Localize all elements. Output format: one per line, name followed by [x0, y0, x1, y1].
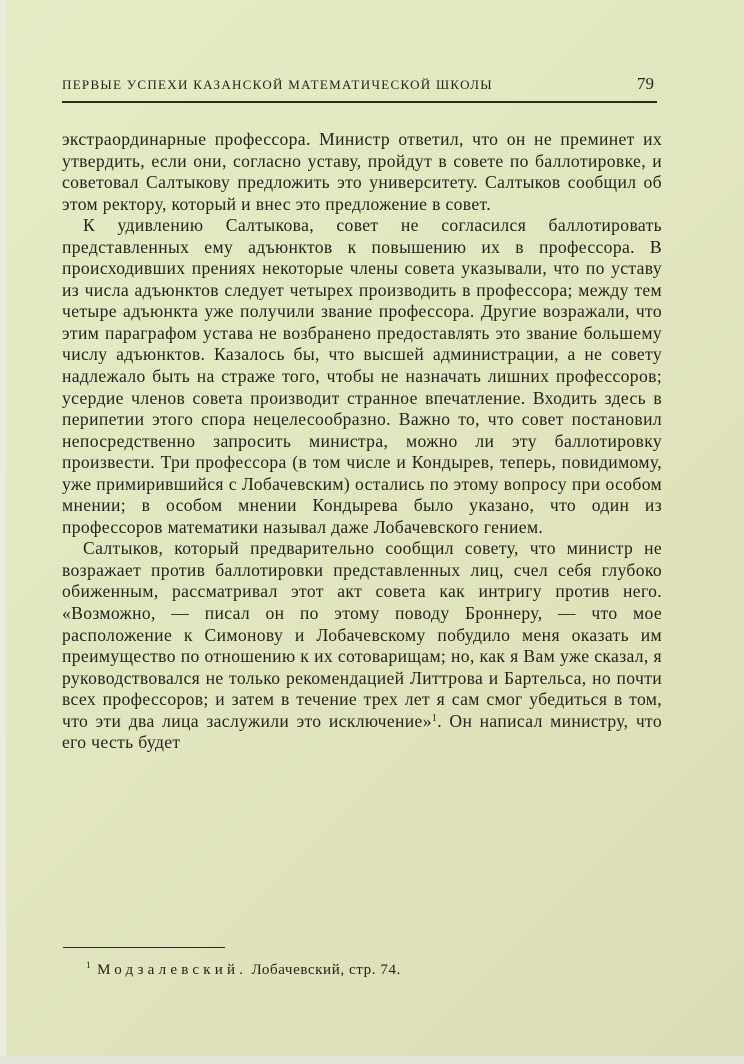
running-head: [62, 74, 662, 94]
footnote: [86, 960, 401, 979]
paragraph-3-text: Салтыков, который предварительно сообщил совету, что министр не возражает против баллотировки представленных лиц, счел себя глубоко обиженным, рассматривал этот акт совета как интригу против него. «Возможно, — писал он по этому поводу Броннеру, — что мое расположение к Симонову и Лобачевскому побудило меня оказать им преимущество по отношению к их сотоварищам; но, как я Вам уже сказал, я руководствовался не только рекомендацией Литтрова и Бартельса, но почти всех профессоров; и затем в течение трех лет я сам смог убедиться в том, что эти два лица заслужили это исключение»: [62, 538, 662, 731]
footnote-source: Лобачевский, стр. 74.: [251, 962, 401, 978]
paragraph-1: экстраординарные профессора. Министр ответил, что он не преминет их утвердить, если они, согласно уставу, пройдут в совете по баллотировке, и советовал Салтыкову предложить это университету. Салтыков сообщил об этом ректору, который и внес это предложение в совет.: [62, 129, 662, 214]
paragraph-3-tail: . Он написал министру, что его честь будет: [62, 710, 662, 753]
footnote-author: Модзалевский.: [97, 962, 248, 978]
body-text: [62, 129, 662, 754]
footnote-rule: [63, 947, 225, 948]
paragraph-2: К удивлению Салтыкова, совет не согласился баллотировать представленных ему адъюнктов к повышению их в профессора. В происходивших прениях некоторые члены совета указывали, что по уставу из числа адъюнктов следует четырех производить в профессора; между тем четыре адъюнкта уже получили звание профессора. Другие возражали, что этим параграфом устава не возбранено предоставлять это звание большему числу адъюнктов. Казалось бы, что высшей администрации, а не совету надлежало быть на страже того, чтобы не назначать лишних профессоров; усердие членов совета производит странное впечатление. Входить здесь в перипетии этого спора нецелесообразно. Важно то, что совет постановил непосредственно запросить министра, можно ли эту баллотировку произвести. Три профессора (в том числе и Кондырев, теперь, повидимому, уже примирившийся с Лобачевским) остались по этому вопросу при особом мнении; в особом мнении Кондырева было указано, что один из профессоров математики называл даже Лобачевского гением.: [62, 215, 662, 537]
scan-left-edge: [0, 0, 6, 1064]
scan-bottom-edge: [0, 1056, 744, 1064]
page-number: 79: [637, 74, 654, 93]
footnote-reference: 1: [431, 712, 438, 724]
header-rule: [62, 101, 657, 103]
paragraph-3: [62, 538, 662, 753]
footnote-mark: 1: [86, 960, 92, 970]
running-head-title: ПЕРВЫЕ УСПЕХИ КАЗАНСКОЙ МАТЕМАТИЧЕСКОЙ ШКОЛЫ: [62, 77, 493, 92]
